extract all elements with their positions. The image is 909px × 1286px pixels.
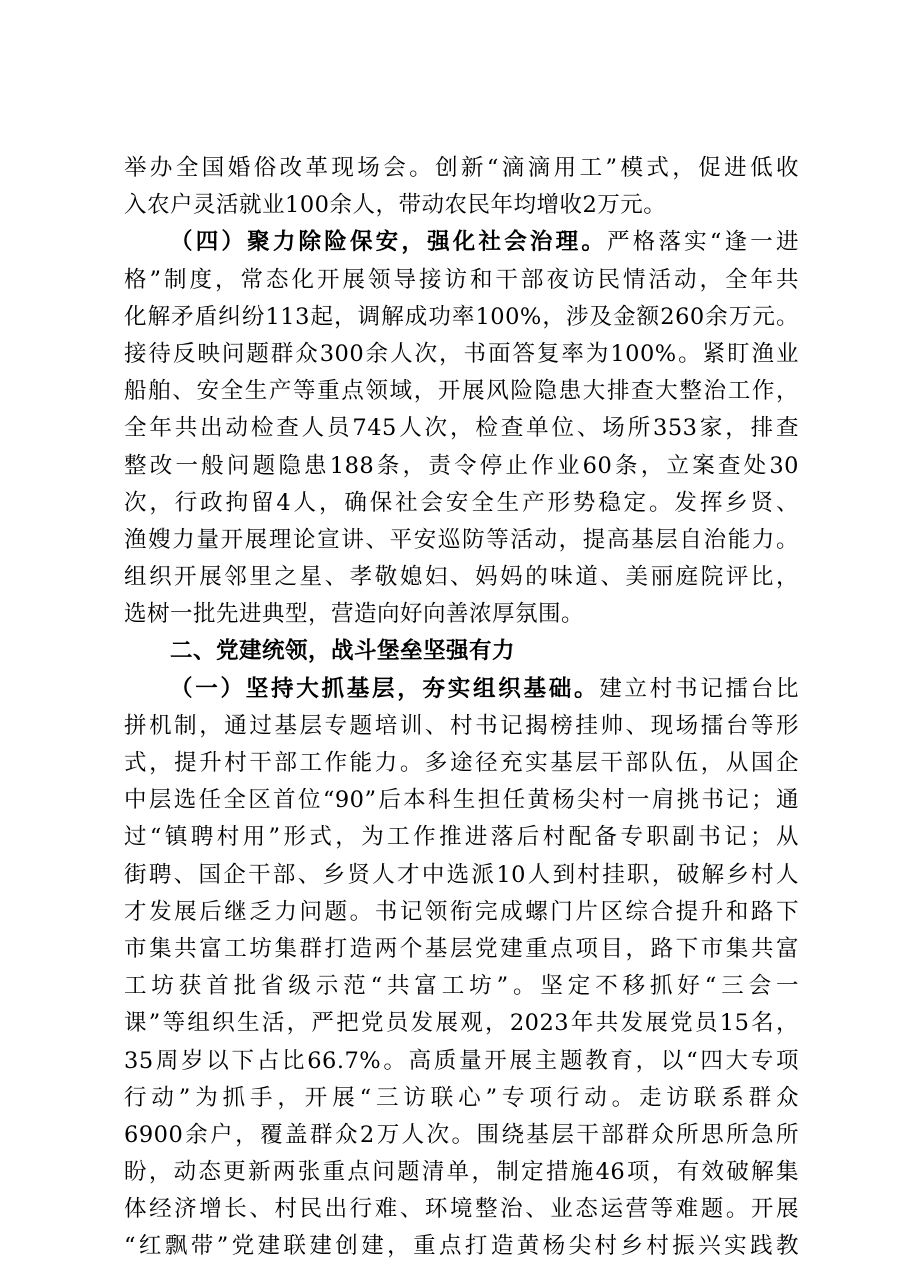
paragraph-lead: （一）坚持大抓基层，夯实组织基础。 (170, 675, 600, 702)
text-line: 举办全国婚俗改革现场会。创新“滴滴用工”模式，促进低收 (124, 155, 799, 181)
text-line: 入农户灵活就业100余人，带动农民年均增收2万元。 (124, 192, 667, 219)
paragraph (124, 150, 799, 224)
text-line (124, 671, 799, 708)
text-run: 建立村书记擂台比 (599, 675, 799, 702)
heading-text: 二、党建统领，战斗堡垒坚强有力 (170, 638, 516, 665)
paragraph (124, 224, 799, 633)
text-line: 市集共富工坊集群打造两个基层党建重点项目，路下市集共富 (124, 935, 799, 962)
text-line: 全年共出动检查人员745人次，检查单位、场所353家，排查 (124, 415, 799, 442)
text-line: 6900余户，覆盖群众2万人次。围绕基层干部群众所思所急所 (124, 1121, 799, 1148)
document-page (124, 150, 799, 1266)
text-line: 格”制度，常态化开展领导接访和干部夜访民情活动，全年共 (124, 266, 799, 293)
text-line: 化解矛盾纠纷113起，调解成功率100%，涉及金额260余万元。 (124, 303, 799, 330)
text-line: 过“镇聘村用”形式，为工作推进落后村配备专职副书记；从 (124, 824, 799, 851)
text-line: 拼机制，通过基层专题培训、村书记揭榜挂帅、现场擂台等形 (124, 712, 799, 739)
text-line: “红飘带”党建联建创建，重点打造黄杨尖村乡村振兴实践教 (124, 1233, 799, 1260)
text-line: 选树一批先进典型，营造向好向善浓厚氛围。 (124, 601, 585, 628)
text-line (124, 224, 799, 261)
section-heading (124, 633, 799, 670)
text-line: 渔嫂力量开展理论宣讲、平安巡防等活动，提高基层自治能力。 (124, 526, 799, 553)
paragraph (124, 671, 799, 1266)
text-line: 体经济增长、村民出行难、环境整治、业态运营等难题。开展 (124, 1196, 799, 1223)
text-line: 课”等组织生活，严把党员发展观，2023年共发展党员15名， (124, 1010, 799, 1037)
text-line: 才发展后继乏力问题。书记领衔完成螺门片区综合提升和路下 (124, 898, 799, 925)
text-line: 整改一般问题隐患188条，责令停止作业60条，立案查处30 (124, 452, 799, 479)
text-line: 接待反映问题群众300余人次，书面答复率为100%。紧盯渔业 (124, 340, 799, 367)
text-line: 次，行政拘留4人，确保社会安全生产形势稳定。发挥乡贤、 (124, 489, 799, 516)
text-line: 船舶、安全生产等重点领域，开展风险隐患大排查大整治工作， (124, 378, 799, 405)
text-line: 组织开展邻里之星、孝敬媳妇、妈妈的味道、美丽庭院评比， (124, 564, 799, 591)
text-line: 盼，动态更新两张重点问题清单，制定措施46项，有效破解集 (124, 1159, 799, 1186)
text-line: 35周岁以下占比66.7%。高质量开展主题教育，以“四大专项 (124, 1047, 799, 1074)
text-line: 式，提升村干部工作能力。多途径充实基层干部队伍，从国企 (124, 750, 799, 776)
text-line: 工坊获首批省级示范“共富工坊”。坚定不移抓好“三会一 (124, 973, 799, 1000)
text-line: 行动”为抓手，开展“三访联心”专项行动。走访联系群众 (124, 1084, 799, 1111)
text-line: 中层选任全区首位“90”后本科生担任黄杨尖村一肩挑书记；通 (124, 787, 799, 814)
paragraph-lead: （四）聚力除险保安，强化社会治理。 (170, 229, 608, 256)
text-line: 街聘、国企干部、乡贤人才中选派10人到村挂职，破解乡村人 (124, 861, 799, 888)
text-run: 严格落实“逢一进 (607, 229, 799, 256)
